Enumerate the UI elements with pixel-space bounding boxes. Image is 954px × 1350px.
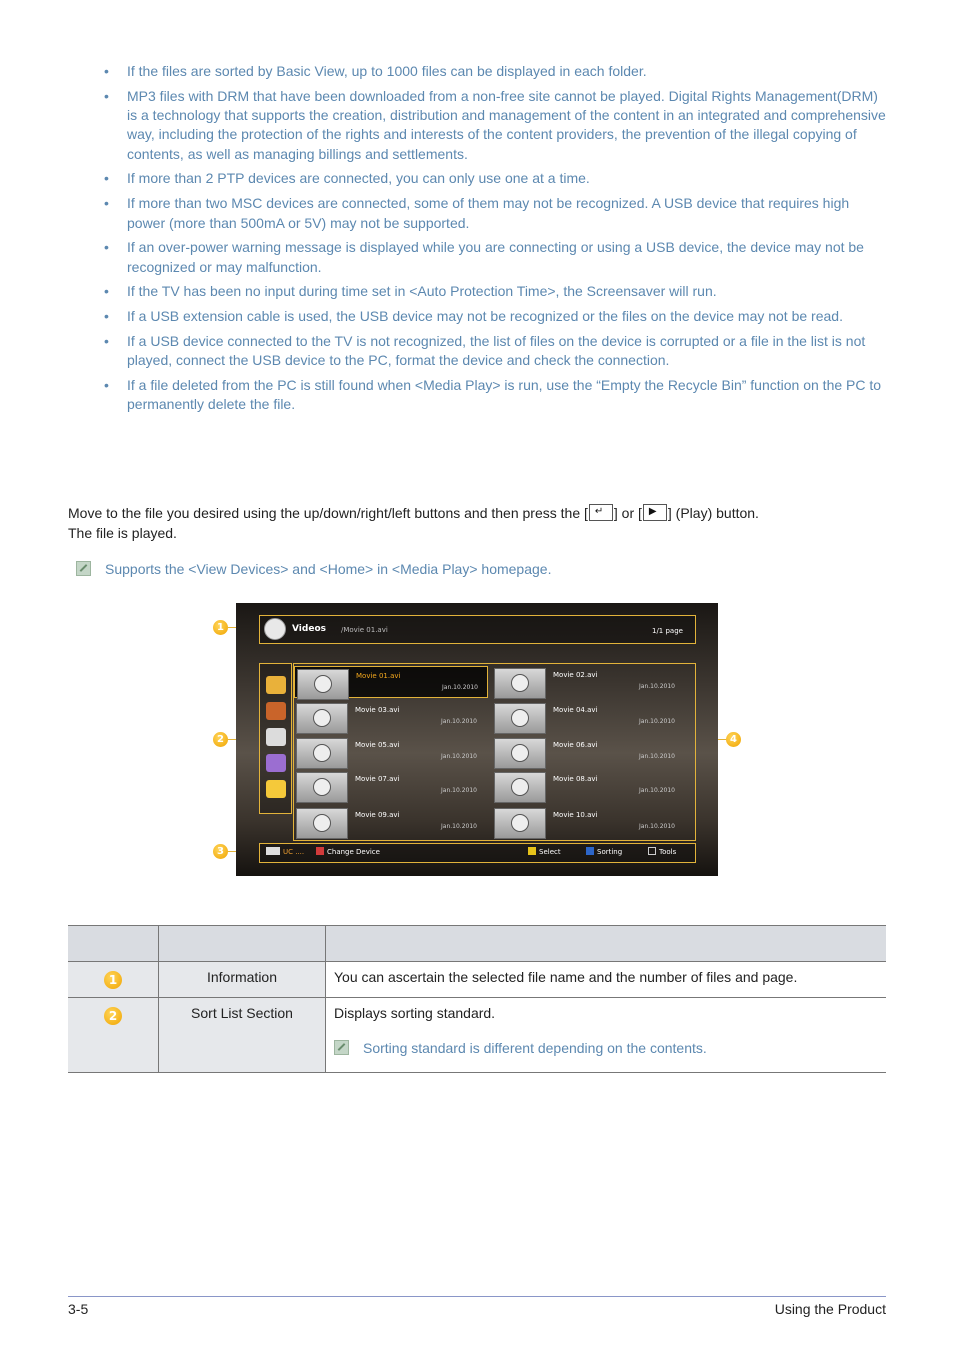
video-thumbnail-icon: [296, 738, 348, 769]
select-button[interactable]: [528, 847, 561, 856]
video-thumbnail-icon: [494, 668, 546, 699]
table-cell-number: [68, 962, 159, 998]
video-thumbnail-icon: [296, 808, 348, 839]
tv-page: 1/1 page: [652, 627, 683, 635]
note-icon: [334, 1040, 349, 1055]
video-thumbnail-icon: [296, 772, 348, 803]
section-title: Using the Product: [774, 1301, 886, 1317]
file-date: Jan.10.2010: [441, 753, 477, 760]
video-thumbnail-icon: [494, 703, 546, 734]
callout-badge: 1: [104, 971, 122, 989]
table-cell-description: You can ascertain the selected file name and the number of files and page.: [326, 962, 887, 998]
table-cell-description: [326, 998, 887, 1073]
file-name: Movie 03.avi: [355, 706, 400, 714]
list-item: • If the files are sorted by Basic View, up to 1000 files can be displayed in each folder.: [104, 62, 886, 81]
list-item: • If an over-power warning message is displayed while you are connecting or using a USB device, the device may not be recognized or may malfunction.: [104, 238, 886, 277]
file-name: Movie 04.avi: [553, 706, 598, 714]
page-number: 3-5: [68, 1301, 89, 1317]
intro-text-before: Move to the file you desired using the up/down/right/left buttons and then press the [: [68, 505, 588, 521]
file-date: Jan.10.2010: [639, 683, 675, 690]
note-text: Supports the <View Devices> and <Home> in <Media Play> homepage.: [105, 561, 552, 577]
sorting-button[interactable]: [586, 847, 622, 856]
month-icon: [266, 754, 286, 772]
intro-paragraph: [68, 504, 888, 543]
file-date: Jan.10.2010: [442, 684, 478, 691]
calendar-icon: [266, 728, 286, 746]
file-name: Movie 09.avi: [355, 811, 400, 819]
table-header-cell: [159, 926, 326, 962]
file-tile[interactable]: [294, 666, 488, 698]
file-name: Movie 06.avi: [553, 741, 598, 749]
description-note: [334, 1039, 878, 1058]
table-row: [68, 998, 886, 1073]
note-icon: [76, 561, 91, 576]
table-cell-name: Sort List Section: [159, 998, 326, 1073]
device-label[interactable]: [266, 847, 304, 856]
file-tile[interactable]: [492, 701, 686, 733]
intro-line2: The file is played.: [68, 524, 177, 541]
file-tile[interactable]: [492, 770, 686, 802]
description-table: [68, 925, 886, 1073]
film-reel-icon: [264, 618, 286, 640]
file-name: Movie 05.avi: [355, 741, 400, 749]
file-name: Movie 01.avi: [356, 672, 401, 680]
file-tile[interactable]: [294, 701, 488, 733]
file-date: Jan.10.2010: [639, 787, 675, 794]
footer-divider: [68, 1296, 886, 1297]
select-label: Select: [539, 848, 561, 856]
callout-badge: 2: [104, 1007, 122, 1025]
table-header-cell: [326, 926, 887, 962]
tools-icon: [648, 847, 656, 855]
list-item: • If more than two MSC devices are connected, some of them may not be recognized. A USB device that requires high power (more than 500mA or 5V) may not be supported.: [104, 194, 886, 233]
tv-path: /Movie 01.avi: [341, 626, 388, 634]
callout-2: 2: [213, 732, 228, 747]
table-cell-number: [68, 998, 159, 1073]
list-item: • MP3 files with DRM that have been downloaded from a non-free site cannot be played. Digital Rights Management(DRM) is a technology that supports the creation, distribution and management of the content in an integrated and comprehensive way, including the protection of the rights and interests of the content providers, the prevention of the illegal copying of contents, as well as managing billings and settlements.: [104, 87, 886, 164]
usb-icon: [266, 847, 280, 855]
star-icon: [266, 780, 286, 798]
video-thumbnail-icon: [494, 772, 546, 803]
list-item: • If a USB extension cable is used, the USB device may not be recognized or the files on the device may not be read.: [104, 307, 886, 326]
table-row: [68, 962, 886, 998]
intro-text-after: ] (Play) button.: [667, 505, 759, 521]
video-thumbnail-icon: [296, 703, 348, 734]
video-thumbnail-icon: [494, 738, 546, 769]
red-key-icon: [316, 847, 324, 855]
list-item: • If more than 2 PTP devices are connected, you can only use one at a time.: [104, 169, 886, 188]
file-tile[interactable]: [492, 806, 686, 838]
callout-3: 3: [213, 844, 228, 859]
change-device-label: Change Device: [327, 848, 380, 856]
file-name: Movie 10.avi: [553, 811, 598, 819]
table-cell-name: Information: [159, 962, 326, 998]
video-thumbnail-icon: [297, 669, 349, 700]
table-header-cell: [68, 926, 159, 962]
homepage-note: [76, 560, 551, 579]
tools-label: Tools: [659, 848, 677, 856]
callout-1: 1: [213, 620, 228, 635]
tools-button[interactable]: [648, 847, 676, 856]
tv-title: Videos: [292, 624, 326, 634]
file-date: Jan.10.2010: [441, 823, 477, 830]
change-device-button[interactable]: [316, 847, 380, 856]
list-item: • If a file deleted from the PC is still found when <Media Play> is run, use the “Empty the Recycle Bin” function on the PC to permanently delete the file.: [104, 376, 886, 415]
media-play-screenshot: [236, 603, 718, 876]
play-button-icon: ▶: [643, 504, 667, 521]
file-tile[interactable]: [294, 736, 488, 768]
file-date: Jan.10.2010: [639, 823, 675, 830]
list-item: • If the TV has been no input during time set in <Auto Protection Time>, the Screensaver will run.: [104, 282, 886, 301]
enter-button-icon: ↵: [589, 504, 613, 521]
file-name: Movie 07.avi: [355, 775, 400, 783]
device-name: UC ....: [283, 848, 305, 856]
person-icon: [266, 702, 286, 720]
file-tile[interactable]: [294, 770, 488, 802]
file-name: Movie 02.avi: [553, 671, 598, 679]
file-tile[interactable]: [492, 736, 686, 768]
yellow-key-icon: [528, 847, 536, 855]
file-date: Jan.10.2010: [441, 787, 477, 794]
file-date: Jan.10.2010: [639, 753, 675, 760]
blue-key-icon: [586, 847, 594, 855]
list-item: • If a USB device connected to the TV is not recognized, the list of files on the device is corrupted or a file in the list is not played, connect the USB device to the PC, format the device and check the connection.: [104, 332, 886, 371]
note-text: Sorting standard is different depending on the contents.: [363, 1040, 707, 1056]
file-date: Jan.10.2010: [441, 718, 477, 725]
intro-text-middle: ] or [: [613, 505, 642, 521]
notes-list: [104, 62, 886, 420]
description-text: Displays sorting standard.: [334, 1005, 496, 1021]
file-tile[interactable]: [492, 666, 686, 698]
file-tile[interactable]: [294, 806, 488, 838]
file-date: Jan.10.2010: [639, 718, 675, 725]
video-thumbnail-icon: [494, 808, 546, 839]
callout-4: 4: [726, 732, 741, 747]
file-name: Movie 08.avi: [553, 775, 598, 783]
folder-icon: [266, 676, 286, 694]
sorting-label: Sorting: [597, 848, 623, 856]
